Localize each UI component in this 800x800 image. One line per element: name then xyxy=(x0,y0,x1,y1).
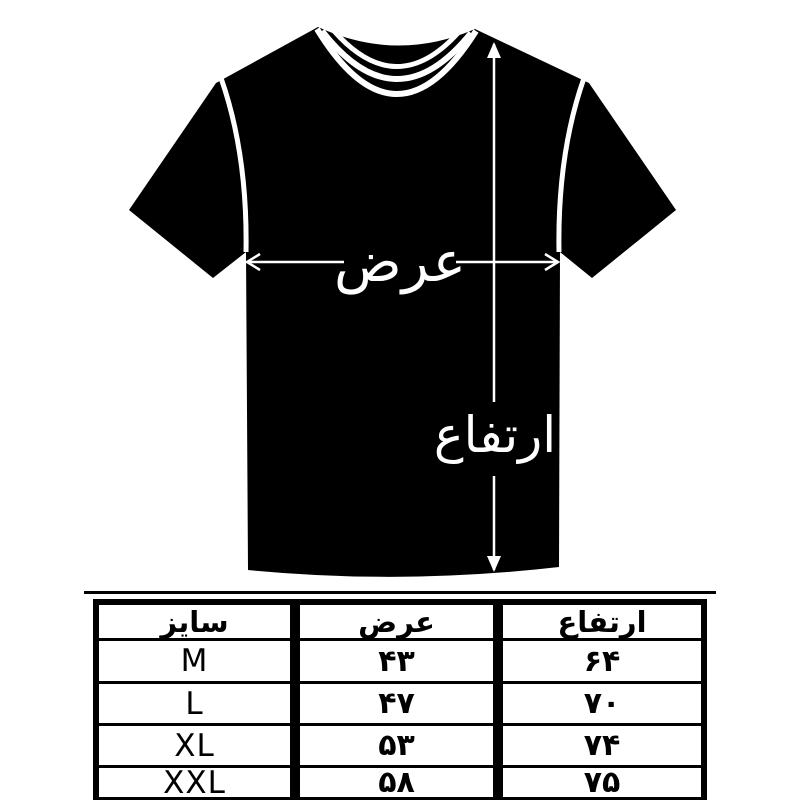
cell-size-xxl: XXL xyxy=(99,768,290,797)
header-width: عرض xyxy=(300,605,493,638)
cell-width-l: ۴۷ xyxy=(300,684,493,723)
cell-size-m: M xyxy=(99,641,290,681)
size-table xyxy=(93,599,707,800)
tshirt-silhouette xyxy=(129,27,676,577)
cell-height-m: ۶۴ xyxy=(503,641,701,681)
cell-height-l: ۷۰ xyxy=(503,684,701,723)
height-label: ارتفاع xyxy=(433,406,557,464)
cell-size-xl: XL xyxy=(99,726,290,765)
cell-size-l: L xyxy=(99,684,290,723)
cell-width-m: ۴۳ xyxy=(300,641,493,681)
header-height: ارتفاع xyxy=(503,605,701,638)
header-size: سایز xyxy=(99,605,290,638)
cell-height-xl: ۷۴ xyxy=(503,726,701,765)
cell-width-xxl: ۵۸ xyxy=(300,768,493,797)
table-top-rule xyxy=(84,591,716,594)
width-label: عرض xyxy=(333,230,467,295)
cell-width-xl: ۵۳ xyxy=(300,726,493,765)
cell-height-xxl: ۷۵ xyxy=(503,768,701,797)
